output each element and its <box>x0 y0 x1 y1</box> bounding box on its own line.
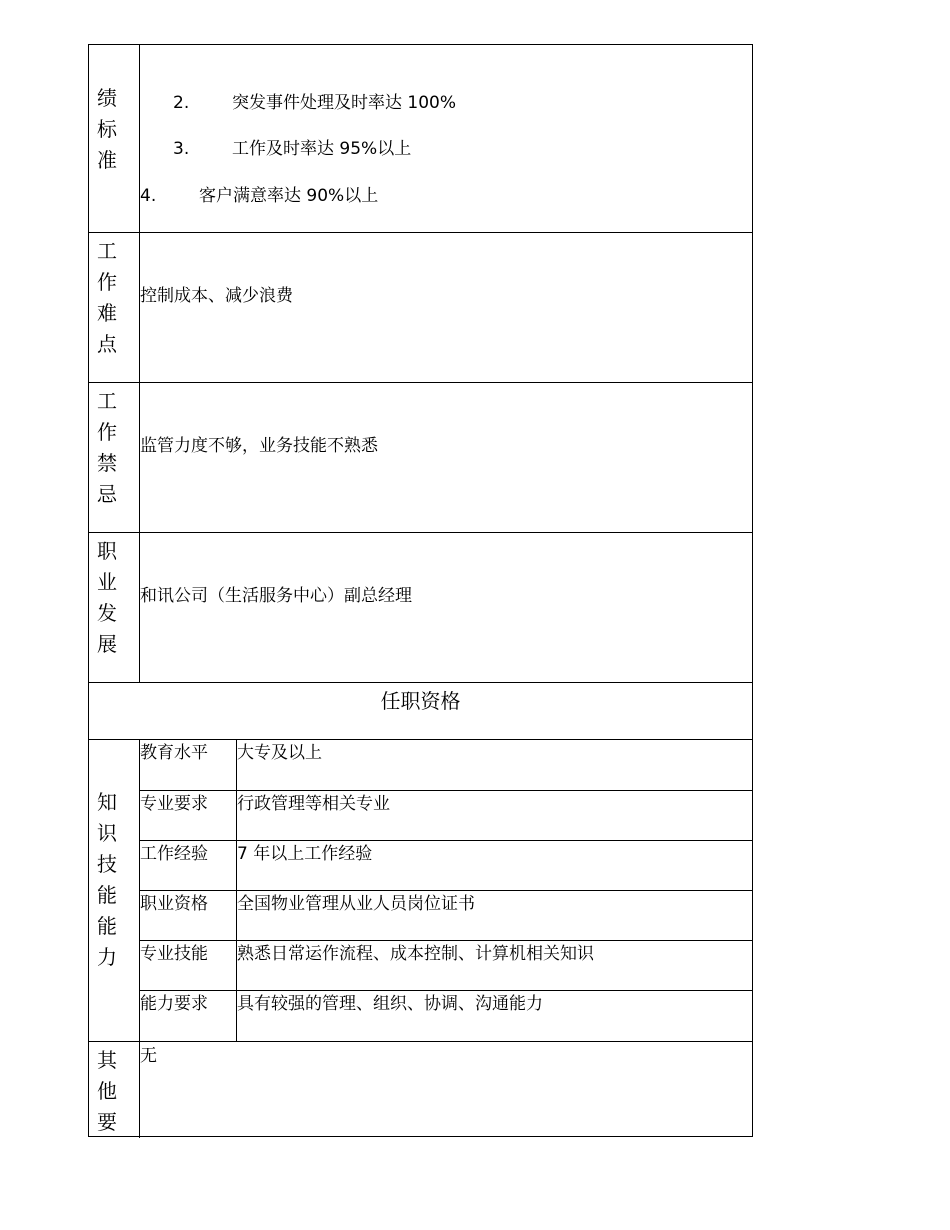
difficulty-row <box>89 232 752 382</box>
performance-row <box>89 45 752 232</box>
knowledge-subrow <box>140 940 752 990</box>
other-label-cell <box>89 1042 140 1138</box>
subrow-label: 教育水平 <box>140 743 208 763</box>
subrow-label: 职业资格 <box>140 894 208 914</box>
other-text: 无 <box>140 1046 157 1066</box>
subrow-label: 能力要求 <box>140 994 208 1014</box>
subrow-label-cell <box>140 791 237 840</box>
subrow-value-cell <box>237 791 752 840</box>
performance-label-cell <box>89 45 140 232</box>
job-description-table <box>88 44 753 1137</box>
knowledge-label: 知识技能能力 <box>97 790 117 969</box>
subrow-label: 专业要求 <box>140 794 208 814</box>
subrow-value-cell <box>237 841 752 890</box>
knowledge-subrow <box>140 990 752 1042</box>
subrow-value-cell <box>237 991 752 1042</box>
subrow-value-cell <box>237 740 752 790</box>
subrow-value: 行政管理等相关专业 <box>237 794 390 814</box>
career-label: 职业发展 <box>97 539 117 656</box>
taboo-label: 工作禁忌 <box>97 389 117 506</box>
difficulty-label: 工作难点 <box>97 239 117 356</box>
subrow-value: 7 年以上工作经验 <box>237 844 373 864</box>
performance-label: 绩标准 <box>97 86 117 172</box>
other-label: 其他要 <box>97 1048 117 1134</box>
taboo-label-cell <box>89 383 140 532</box>
performance-item-num: 2. <box>173 93 190 113</box>
performance-item-text: 突发事件处理及时率达 100% <box>232 93 457 113</box>
subrow-value-cell <box>237 941 752 990</box>
difficulty-label-cell <box>89 233 140 382</box>
career-text: 和讯公司（生活服务中心）副总经理 <box>140 586 412 606</box>
performance-item-num: 4. <box>140 186 157 206</box>
subrow-label-cell <box>140 991 237 1042</box>
subrow-value: 熟悉日常运作流程、成本控制、计算机相关知识 <box>237 944 594 964</box>
subrow-label-cell <box>140 841 237 890</box>
knowledge-subrow <box>140 740 752 790</box>
performance-item-num: 3. <box>173 139 190 159</box>
other-row <box>89 1041 752 1138</box>
taboo-content <box>140 383 752 532</box>
other-content <box>140 1042 752 1138</box>
subrow-label: 专业技能 <box>140 944 208 964</box>
difficulty-content <box>140 233 752 382</box>
section-title: 任职资格 <box>380 689 461 713</box>
career-label-cell <box>89 533 140 682</box>
qualification-title-row <box>89 682 752 739</box>
taboo-row <box>89 382 752 532</box>
subrow-value-cell <box>237 891 752 940</box>
subrow-value: 大专及以上 <box>237 743 322 763</box>
performance-item-text: 客户满意率达 90%以上 <box>199 186 379 206</box>
difficulty-text: 控制成本、减少浪费 <box>140 286 293 306</box>
knowledge-subrow <box>140 790 752 840</box>
knowledge-subrow <box>140 840 752 890</box>
subrow-label-cell <box>140 941 237 990</box>
knowledge-label-cell <box>89 740 140 1041</box>
subrow-value: 具有较强的管理、组织、协调、沟通能力 <box>237 994 543 1014</box>
taboo-text: 监管力度不够，业务技能不熟悉 <box>140 436 378 456</box>
subrow-label-cell <box>140 740 237 790</box>
subrow-value: 全国物业管理从业人员岗位证书 <box>237 894 475 914</box>
knowledge-row <box>89 739 752 1041</box>
performance-content <box>140 45 752 232</box>
career-content <box>140 533 752 682</box>
subrow-label: 工作经验 <box>140 844 208 864</box>
knowledge-subrow <box>140 890 752 940</box>
subrow-label-cell <box>140 891 237 940</box>
career-row <box>89 532 752 682</box>
performance-item-text: 工作及时率达 95%以上 <box>232 139 412 159</box>
